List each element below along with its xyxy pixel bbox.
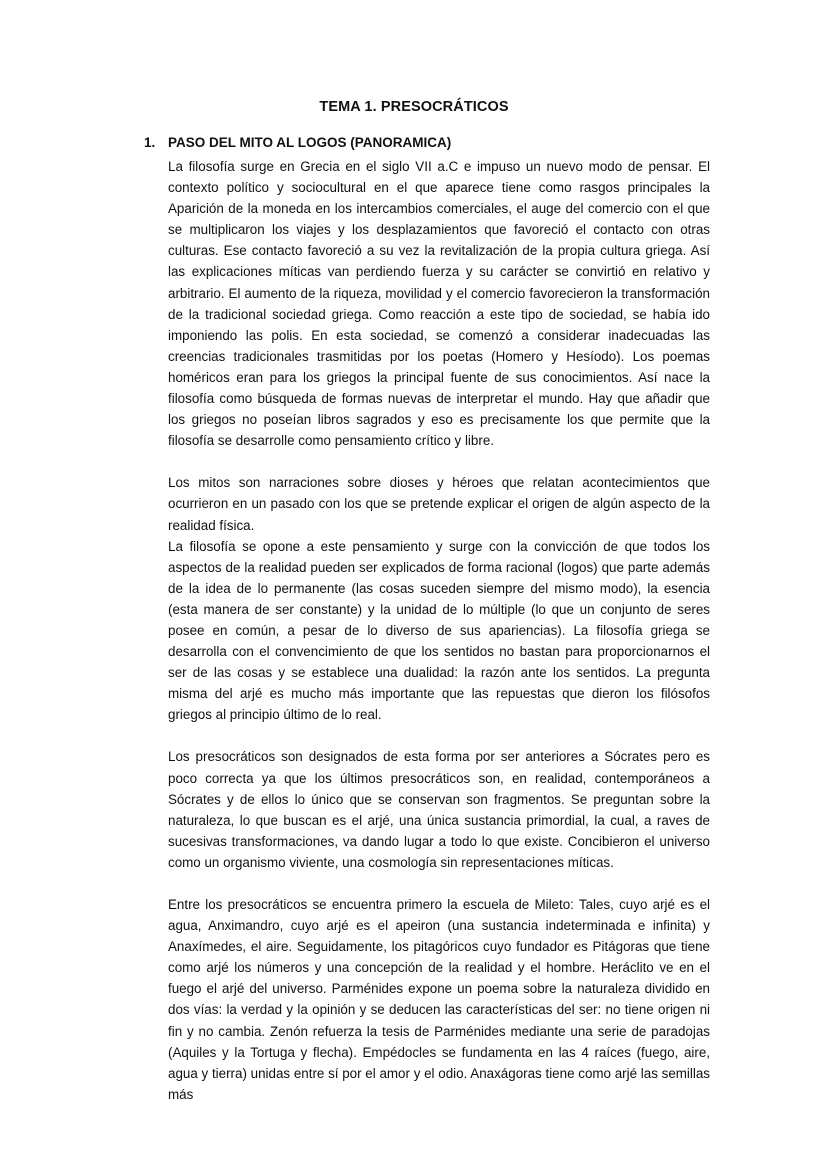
paragraph-intro: La filosofía surge en Grecia en el siglo VII a.C e impuso un nuevo modo de pensar. El contexto político y sociocultural en el que aparece tiene como rasgos principales la Aparición de la moneda en los intercambios comerciales, el auge del comercio con el que se multiplicaron los viajes y los desplazamientos que favoreció el contacto con otras culturas. Ese contacto favoreció a su vez la revitalización de la propia cultura griega. Así las explicaciones míticas van perdiendo fuerza y su carácter se convirtió en relativo y arbitrario. El aumento de la riqueza, movilidad y el comercio favorecieron la transformación de la tradicional sociedad griega. Como reacción a este tipo de sociedad, se había ido imponiendo las polis. En esta sociedad, se comenzó a considerar inadecuadas las creencias tradicionales trasmitidas por los poetas (Homero y Hesíodo). Los poemas homéricos eran para los griegos la principal fuente de sus conocimientos. Así nace la filosofía como búsqueda de formas nuevas de interpretar el mundo. Hay que añadir que los griegos no poseían libros sagrados y eso es precisamente los que permite que la filosofía se desarrolle como pensamiento crítico y libre. bbox=[168, 159, 710, 449]
section-heading-text: PASO DEL MITO AL LOGOS (PANORAMICA) bbox=[168, 135, 452, 150]
section-heading bbox=[144, 135, 451, 150]
paragraph-mitos: Los mitos son narraciones sobre dioses y héroes que relatan acontecimientos que ocurrieron en un pasado con los que se pretende explicar el origen de algún aspecto de la realidad física. bbox=[168, 475, 710, 533]
body-text bbox=[168, 156, 710, 1105]
document-title: TEMA 1. PRESOCRÁTICOS bbox=[319, 99, 509, 115]
paragraph-escuelas: Entre los presocráticos se encuentra primero la escuela de Mileto: Tales, cuyo arjé es el agua, Anximandro, cuyo arjé es el apeiron (una sustancia indeterminada e infinita) y Anaxímedes, el aire. Seguidamente, los pitagóricos cuyo fundador es Pitágoras que tiene como arjé los números y una concepción de la realidad y el hombre. Heráclito ve en el fuego el arjé del universo. Parménides expone un poema sobre la naturaleza dividido en dos vías: la verdad y la opinión y se deducen las características del ser: no tiene origen ni fin y no cambia. Zenón refuerza la tesis de Parménides mediante una serie de paradojas (Aquiles y la Tortuga y flecha). Empédocles se fundamenta en las 4 raíces (fuego, aire, agua y tierra) unidas entre sí por el amor y el odio. Anaxágoras tiene como arjé las semillas más bbox=[168, 897, 710, 1102]
paragraph-filosofia: La filosofía se opone a este pensamiento y surge con la convicción de que todos los aspectos de la realidad pueden ser explicados de forma racional (logos) que parte además de la idea de lo permanente (las cosas suceden siempre del mismo modo), la esencia (esta manera de ser constante) y la unidad de lo múltiple (lo que un conjunto de seres posee en común, a pesar de lo diverso de sus apariencias). La filosofía griega se desarrolla con el convencimiento de que los sentidos no bastan para proporcionarnos el ser de las cosas y se establece una dualidad: la razón ante los sentidos. La pregunta misma del arjé es mucho más importante que las repuestas que dieron los filósofos griegos al principio último de lo real. bbox=[168, 538, 710, 723]
paragraph-presocraticos: Los presocráticos son designados de esta forma por ser anteriores a Sócrates pero es poco correcta ya que los últimos presocráticos son, en realidad, contemporáneos a Sócrates y de ellos lo único que se conservan son fragmentos. Se preguntan sobre la naturaleza, lo que buscan es el arjé, una única sustancia primordial, la cual, a raves de sucesivas transformaciones, va dando lugar a todo lo que existe. Concibieron el universo como un organismo viviente, una cosmología sin representaciones míticas. bbox=[168, 749, 710, 870]
section-number: 1. bbox=[144, 135, 156, 150]
